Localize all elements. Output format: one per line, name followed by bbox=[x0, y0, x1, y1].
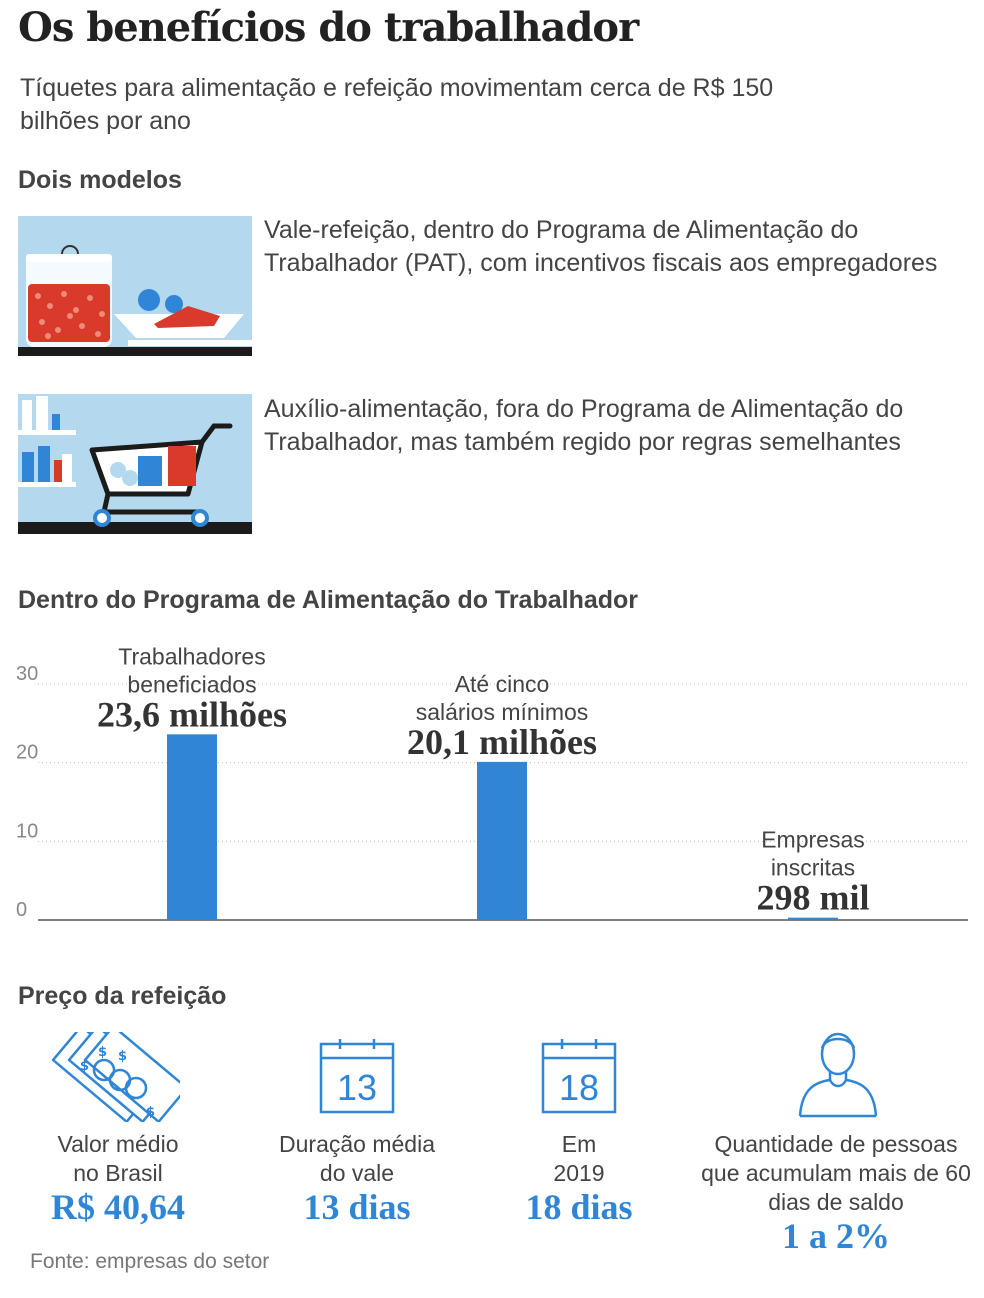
model-vale-refeicao-text: Vale-refeição, dentro do Programa de Alimentação do Trabalhador (PAT), com incentivos fiscais aos empregadores bbox=[264, 216, 938, 277]
category-label: Trabalhadores bbox=[118, 643, 266, 670]
category-label: Até cinco bbox=[454, 670, 550, 697]
source-note: Fonte: empresas do setor bbox=[30, 1250, 270, 1273]
money-bills-icon bbox=[50, 1032, 180, 1122]
category-label: beneficiados bbox=[127, 671, 257, 698]
shopping-cart-icon bbox=[18, 394, 252, 534]
calendar-icon bbox=[540, 1038, 618, 1116]
category-label: salários mínimos bbox=[415, 698, 589, 725]
y-tick-label: 20 bbox=[16, 741, 39, 764]
stat-label: Quantidade de pessoas que acumulam mais de 60 dias de saldo bbox=[701, 1131, 971, 1215]
svg-text:$: $ bbox=[98, 1045, 108, 1060]
stat-value: 13 dias bbox=[303, 1187, 411, 1227]
stat-label: Em 2019 bbox=[553, 1131, 605, 1186]
calendar-number: 13 bbox=[336, 1067, 378, 1108]
page-title: Os benefícios do trabalhador bbox=[18, 4, 639, 51]
bar bbox=[788, 918, 838, 920]
stat-label: Duração média do vale bbox=[279, 1131, 435, 1186]
data-label: 23,6 milhões bbox=[96, 694, 288, 735]
bar bbox=[477, 762, 527, 920]
stat-value: R$ 40,64 bbox=[51, 1187, 185, 1227]
svg-text:$: $ bbox=[80, 1059, 90, 1074]
data-label: 20,1 milhões bbox=[406, 721, 598, 762]
calendar-number: 18 bbox=[558, 1067, 600, 1108]
page-subtitle: Tíquetes para alimentação e refeição movimentam cerca de R$ 150 bilhões por ano bbox=[20, 74, 774, 135]
svg-text:$: $ bbox=[146, 1105, 156, 1120]
data-label: 298 mil bbox=[756, 877, 870, 918]
model-auxilio-alimentacao-text: Auxílio-alimentação, fora do Programa de Alimentação do Trabalhador, mas também regido por regras semelhantes bbox=[264, 395, 904, 456]
svg-text:$: $ bbox=[118, 1049, 128, 1064]
category-label: Empresas bbox=[761, 826, 865, 853]
bar bbox=[167, 734, 217, 920]
stat-label: Valor médio no Brasil bbox=[57, 1131, 179, 1186]
stat-quantidade-pessoas bbox=[694, 1130, 978, 1255]
y-tick-label: 0 bbox=[16, 899, 28, 921]
stat-value: 18 dias bbox=[525, 1187, 633, 1227]
y-tick-label: 30 bbox=[16, 663, 39, 685]
stat-duracao-media bbox=[262, 1130, 452, 1226]
models-heading: Dois modelos bbox=[18, 166, 182, 194]
stat-valor-medio bbox=[20, 1130, 216, 1226]
stat-em-2019 bbox=[504, 1130, 654, 1226]
y-tick-label: 10 bbox=[16, 820, 39, 843]
food-jar-plate-icon bbox=[18, 216, 252, 356]
stat-value: 1 a 2% bbox=[782, 1216, 890, 1256]
chart-title: Dentro do Programa de Alimentação do Trabalhador bbox=[18, 586, 639, 614]
person-icon bbox=[796, 1030, 880, 1118]
bar-chart bbox=[0, 630, 984, 930]
calendar-icon bbox=[318, 1038, 396, 1116]
price-heading: Preço da refeição bbox=[18, 982, 227, 1010]
category-label: inscritas bbox=[770, 854, 856, 881]
